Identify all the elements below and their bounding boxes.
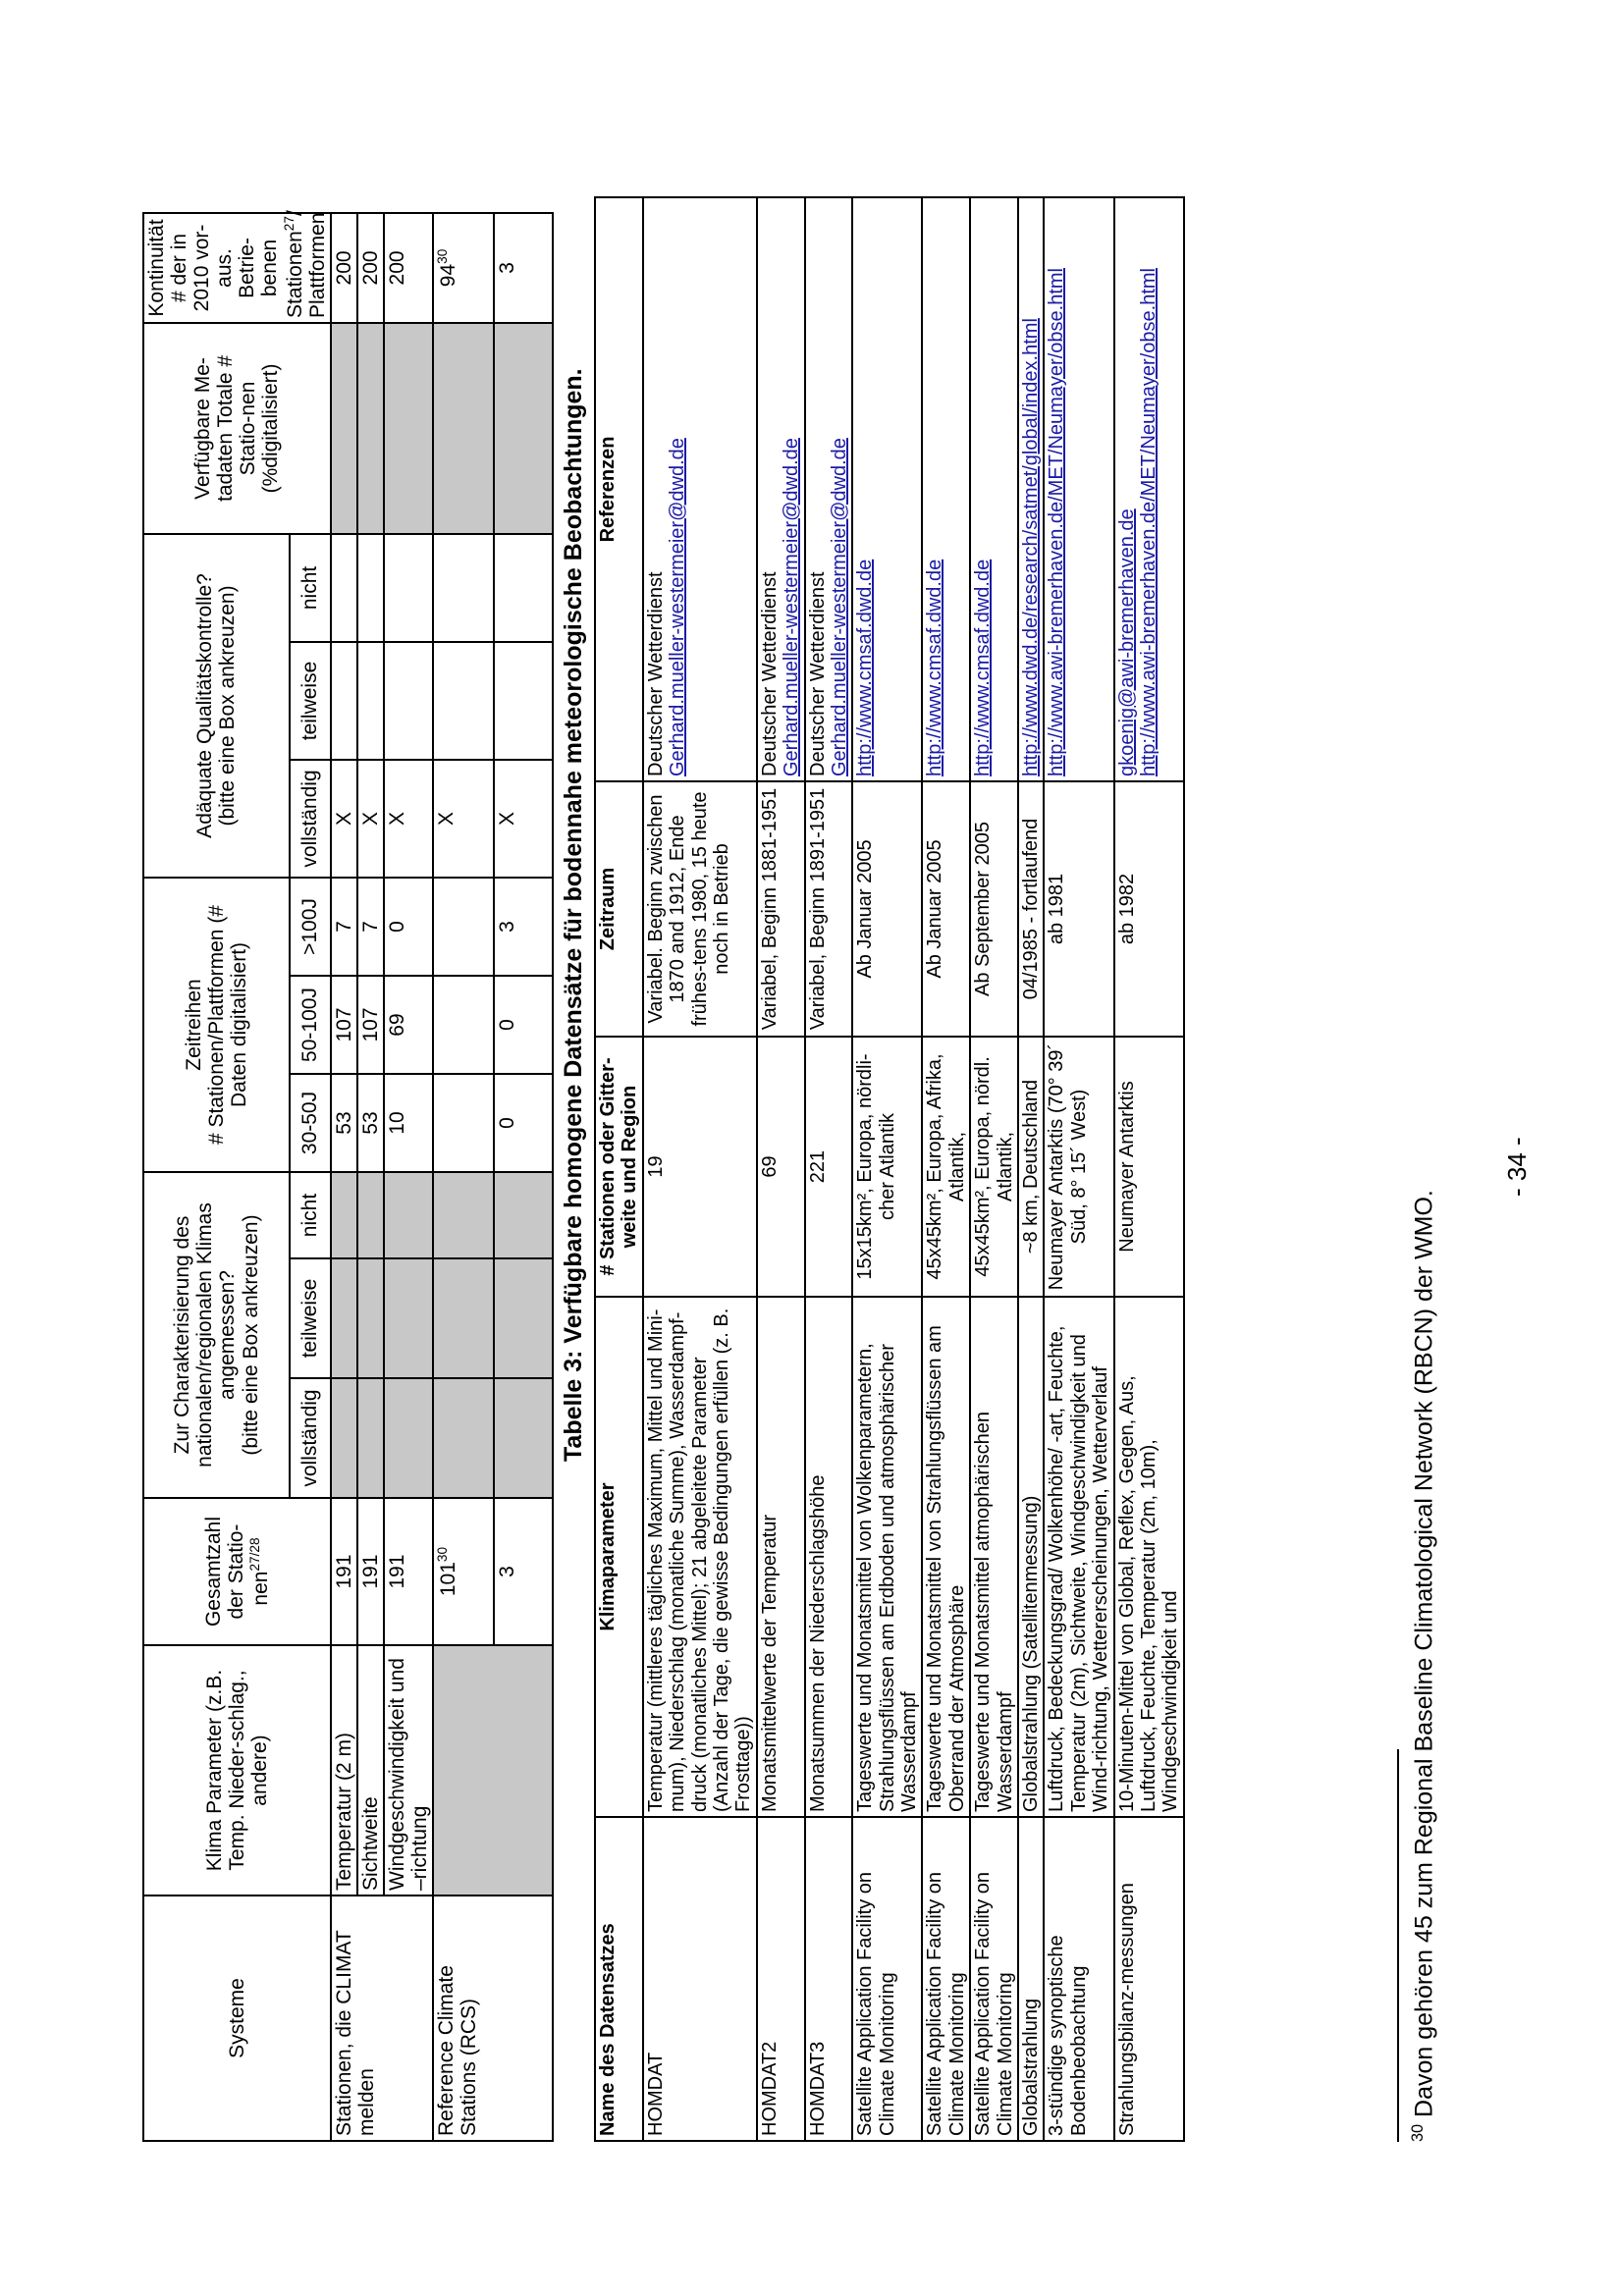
name-cell: [922, 1817, 970, 2141]
reference-text: Deutscher Wetterdienst: [644, 571, 667, 776]
datasets-table: [594, 196, 1185, 2142]
referenzen-cell: [805, 197, 853, 781]
table-row: [357, 213, 384, 2141]
name-cell: [1044, 1817, 1113, 2141]
row-label-climat: Stationen, die CLIMAT melden: [331, 1896, 433, 2141]
empty-cell: [384, 1378, 433, 1498]
empty-cell: [433, 1378, 494, 1498]
stationen-text: ~8 km, Deutschland: [1020, 1079, 1043, 1255]
klima-cell: [805, 1297, 853, 1817]
referenzen-cell: [1044, 197, 1113, 781]
gesamt-value: 101: [437, 1562, 460, 1597]
footnote-text: Davon gehören 45 zum Regional Baseline Climatological Network (RBCN) der WMO.: [1410, 1190, 1438, 2117]
header-adaequat: [143, 534, 290, 878]
header-kontinuitaet-text: Kontinuität # der in 2010 vor-aus. Betrie-benen Stationen: [145, 219, 306, 318]
klima-text: Tageswerte und Monatsmittel von Wolkenparametern, Strahlungsflüssen am Erdboden und atmosphärischer Wasserdampf: [854, 1343, 921, 1812]
station-overview-table: [142, 212, 554, 2142]
table-row: [852, 197, 922, 2141]
zeitraum-cell: [757, 781, 805, 1037]
zeitraum-cell: [1018, 781, 1044, 1037]
table-row: [433, 213, 494, 2141]
stationen-cell: [970, 1037, 1018, 1297]
reference-link[interactable]: http://www.dwd.de/research/satmet/global/index.html: [1020, 318, 1043, 776]
referenzen-cell: [922, 197, 970, 781]
value-cell: 200: [384, 213, 433, 323]
klima-text: Monatsmittelwerte der Temperatur: [758, 1514, 781, 1812]
empty-cell: [384, 323, 433, 534]
param-cell: Temperatur (2 m): [331, 1645, 357, 1896]
empty-cell: [494, 642, 553, 760]
stationen-text: Neumayer Antarktis: [1115, 1081, 1138, 1253]
header-vollstaendig-1: vollständig: [290, 1378, 331, 1498]
table-row: [805, 197, 853, 2141]
referenzen-cell: [852, 197, 922, 781]
empty-cell: [331, 534, 357, 642]
value-cell: 200: [357, 213, 384, 323]
header-kontinuitaet-sup: 27: [281, 216, 297, 232]
header-stationen-text: # Stationen/Plattformen (# Daten digitalisiert): [204, 905, 250, 1145]
header-teilweise-2: teilweise: [290, 642, 331, 760]
gesamt-cell: [433, 1498, 494, 1645]
table-row: [922, 197, 970, 2141]
header-referenzen: Referenzen: [595, 197, 643, 781]
page-number: - 34 -: [1502, 1137, 1532, 1197]
header-systeme: Systeme: [143, 1896, 331, 2141]
klima-cell: [852, 1297, 922, 1817]
gesamt-sup: 30: [435, 1546, 451, 1563]
name-cell: [1018, 1817, 1044, 2141]
klima-text: Monatsummen der Niederschlagshöhe: [806, 1474, 829, 1812]
header-zeitreihen: [143, 878, 290, 1172]
header-zeitraum: Zeitraum: [595, 781, 643, 1037]
empty-cell: [494, 323, 553, 534]
gesamt-cell: 3: [494, 1498, 553, 1645]
referenzen-cell: [1018, 197, 1044, 781]
footnote-number: 30: [1409, 2123, 1427, 2142]
dataset-name: Strahlungsbilanz-messungen: [1115, 1883, 1138, 2136]
value-cell: 7: [357, 878, 384, 976]
zeitraum-cell: [643, 781, 757, 1037]
empty-cell: [331, 642, 357, 760]
table-row: [970, 197, 1018, 2141]
empty-cell: [357, 323, 384, 534]
stationen-cell: [852, 1037, 922, 1297]
header-stationen-gitter: # Stationen oder Gitter-weite und Region: [595, 1037, 643, 1297]
check-cell: X: [357, 760, 384, 878]
stationen-text: 15x15km², Europa, nördli-cher Atlantik: [854, 1053, 898, 1280]
datasets-body: [643, 197, 1184, 2141]
dataset-name: Globalstrahlung: [1020, 1998, 1043, 2136]
reference-text: Deutscher Wetterdienst: [758, 571, 781, 776]
empty-cell: [357, 1378, 384, 1498]
empty-cell: [494, 1172, 553, 1258]
gesamt-cell: 191: [384, 1498, 433, 1645]
dataset-name: Satellite Application Facility on Climate Monitoring: [924, 1871, 968, 2136]
name-cell: [1114, 1817, 1184, 2141]
table-row: [643, 197, 757, 2141]
header-50-100j: 50-100J: [290, 976, 331, 1074]
empty-cell: [433, 878, 494, 976]
name-cell: [970, 1817, 1018, 2141]
row-label-rcs: Reference Climate Stations (RCS): [433, 1896, 553, 2141]
referenzen-cell: [970, 197, 1018, 781]
value-cell: 0: [494, 1074, 553, 1172]
zeitraum-text: ab 1981: [1046, 873, 1068, 945]
empty-cell: [331, 1378, 357, 1498]
value-cell: 0: [494, 976, 553, 1074]
klima-text: Tageswerte und Monatsmittel atmophärischen Wasserdampf: [972, 1412, 1016, 1812]
check-cell: X: [384, 760, 433, 878]
table-row: [384, 213, 433, 2141]
reference-link[interactable]: Gerhard.mueller-westermeier@dwd.de: [828, 438, 850, 776]
empty-cell: [384, 642, 433, 760]
empty-cell: [433, 323, 494, 534]
stationen-cell: [1044, 1037, 1113, 1297]
zeitraum-cell: [922, 781, 970, 1037]
table-row: [1114, 197, 1184, 2141]
klima-cell: [1018, 1297, 1044, 1817]
dataset-name: Satellite Application Facility on Climate Monitoring: [972, 1871, 1016, 2136]
klima-cell: [970, 1297, 1018, 1817]
empty-cell: [357, 1172, 384, 1258]
stationen-text: 45x45km², Europa, Afrika, Atlantik,: [924, 1053, 968, 1280]
klima-cell: [1044, 1297, 1113, 1817]
dataset-name: HOMDAT2: [758, 2041, 781, 2136]
table-row: [331, 213, 357, 2141]
zeitraum-text: 04/1985 - fortlaufend: [1020, 818, 1043, 1000]
name-cell: [757, 1817, 805, 2141]
dataset-name: HOMDAT: [644, 2052, 667, 2136]
klima-cell: [1114, 1297, 1184, 1817]
zeitraum-text: ab 1982: [1115, 873, 1138, 945]
table-row: [757, 197, 805, 2141]
check-cell: X: [433, 760, 494, 878]
dataset-name: 3-stündige synoptische Bodenbeobachtung: [1046, 1935, 1090, 2136]
gesamt-cell: 191: [357, 1498, 384, 1645]
empty-cell: [331, 323, 357, 534]
empty-cell: [331, 1172, 357, 1258]
param-cell: Windgeschwindigkeit und –richtung: [384, 1645, 433, 1896]
kont-value: 94: [437, 263, 460, 288]
header-kontinuitaet: [143, 210, 331, 323]
empty-cell: [433, 1258, 494, 1378]
dataset-name: Satellite Application Facility on Climate Monitoring: [854, 1871, 898, 2136]
header-nicht-2: nicht: [290, 534, 331, 642]
header-box2: (bitte eine Box ankreuzen): [216, 585, 240, 827]
reference-link[interactable]: http://www.cmsaf.dwd.de: [854, 559, 877, 776]
header-30-50j: 30-50J: [290, 1074, 331, 1172]
header-klima-parameter: Klima Parameter (z.B. Temp. Nieder-schlag., andere): [143, 1645, 331, 1896]
header-klimaparameter: Klimaparameter: [595, 1297, 643, 1817]
header-name: Name des Datensatzes: [595, 1817, 643, 2141]
empty-cell: [357, 642, 384, 760]
name-cell: [643, 1817, 757, 2141]
value-cell: 53: [357, 1074, 384, 1172]
empty-cell: [433, 1645, 553, 1896]
gesamt-cell: 191: [331, 1498, 357, 1645]
stationen-text: Neumayer Antarktis (70° 39´ Süd, 8° 15´ West): [1046, 1042, 1090, 1291]
empty-cell: [433, 534, 494, 642]
klima-cell: [922, 1297, 970, 1817]
stationen-cell: [805, 1037, 853, 1297]
check-cell: X: [331, 760, 357, 878]
table-title: Tabelle 3: Verfügbare homogene Datensätze für bodennahe meteorologische Beobachtungen.: [560, 368, 587, 1462]
param-cell: Sichtweite: [357, 1645, 384, 1896]
reference-link[interactable]: http://www.cmsaf.dwd.de: [924, 559, 946, 776]
header-zur-charakterisierung: [143, 1172, 290, 1498]
value-cell: 107: [357, 976, 384, 1074]
zeitraum-cell: [970, 781, 1018, 1037]
zeitraum-cell: [852, 781, 922, 1037]
zeitraum-cell: [1114, 781, 1184, 1037]
stationen-cell: [1114, 1037, 1184, 1297]
stationen-text: 19: [644, 1155, 667, 1178]
empty-cell: [357, 1258, 384, 1378]
header-gesamtzahl-text: Gesamtzahl der Statio-nen: [201, 1516, 272, 1628]
dataset-name: HOMDAT3: [806, 2041, 829, 2136]
value-cell: 3: [494, 878, 553, 976]
stationen-text: 69: [758, 1155, 781, 1178]
header-verfuegbare-metadaten: Verfügbare Me-tadaten Totale # Statio-nen (%digitalisiert): [143, 323, 331, 534]
header-box1: (bitte eine Box ankreuzen): [239, 1214, 262, 1456]
stationen-cell: [757, 1037, 805, 1297]
name-cell: [805, 1817, 853, 2141]
reference-text: Deutscher Wetterdienst: [806, 571, 829, 776]
empty-cell: [384, 1172, 433, 1258]
empty-cell: [494, 1258, 553, 1378]
klima-text: Globalstrahlung (Satellitenmessung): [1020, 1495, 1043, 1812]
footnote-rule: [1397, 1749, 1399, 2142]
stationen-text: 221: [806, 1149, 829, 1184]
check-cell: X: [494, 760, 553, 878]
empty-cell: [384, 534, 433, 642]
value-cell: 200: [331, 213, 357, 323]
zeitraum-cell: [805, 781, 853, 1037]
empty-cell: [433, 1172, 494, 1258]
zeitraum-text: Variabel, Beginn 1891-1951: [806, 787, 829, 1031]
kont-sup: 30: [435, 248, 451, 264]
empty-cell: [331, 1258, 357, 1378]
value-cell: 10: [384, 1074, 433, 1172]
header-nicht-1: nicht: [290, 1172, 331, 1258]
footnote: [1409, 473, 1438, 2142]
zeitraum-text: Ab Januar 2005: [924, 839, 946, 979]
zeitraum-text: Ab Januar 2005: [854, 839, 877, 979]
empty-cell: [494, 534, 553, 642]
header-kontinuitaet-end: / Plattformen: [283, 210, 329, 318]
empty-cell: [384, 1258, 433, 1378]
stationen-cell: [922, 1037, 970, 1297]
klima-text: Luftdruck, Bedeckungsgrad/ Wolkenhöhe/ -art, Feuchte, Temperatur (2m), Sichtweite, Windgeschwindigkeit und Wind-richtung, Wettererscheinungen, Wetterverlauf: [1046, 1325, 1112, 1812]
empty-cell: [494, 1378, 553, 1498]
value-cell: [433, 213, 494, 323]
reference-link[interactable]: http://www.awi-bremerhaven.de/MET/Neumayer/obse.html: [1137, 268, 1160, 776]
value-cell: 69: [384, 976, 433, 1074]
referenzen-cell: [643, 197, 757, 781]
empty-cell: [357, 534, 384, 642]
header-100j: >100J: [290, 878, 331, 976]
header-gesamtzahl-sup: 27/28: [246, 1537, 262, 1572]
reference-link[interactable]: http://www.awi-bremerhaven.de/MET/Neumayer/obse.html: [1046, 268, 1068, 776]
value-cell: 107: [331, 976, 357, 1074]
klima-text: Temperatur (mittleres tägliches Maximum, Mittel und Mini-mum), Niederschlag (monatliche Summe), Wasserdampf-druck (monatliches Mittel); 21 abgeleitete Parameter (Anzahl der Tage, die gewisse Bedingungen erfüllen (z. B. Frosttage)): [644, 1308, 755, 1812]
reference-link[interactable]: Gerhard.mueller-westermeier@dwd.de: [667, 438, 689, 776]
value-cell: 53: [331, 1074, 357, 1172]
header-zeitreihen-text: Zeitreihen: [182, 979, 205, 1071]
referenzen-cell: [757, 197, 805, 781]
stationen-cell: [1018, 1037, 1044, 1297]
zeitraum-text: Variabel. Beginn zwischen 1870 and 1912, Ende frühes-tens 1980, 15 heute noch in Betrieb: [644, 791, 732, 1027]
header-teilweise-1: teilweise: [290, 1258, 331, 1378]
header-adaequat-text: Adäquate Qualitätskontrolle?: [193, 573, 217, 838]
value-cell: 7: [331, 878, 357, 976]
header-vollstaendig-2: vollständig: [290, 760, 331, 878]
header-gesamtzahl: [143, 1498, 331, 1645]
klima-cell: [643, 1297, 757, 1817]
reference-link[interactable]: http://www.cmsaf.dwd.de: [972, 559, 995, 776]
header-zur-text: Zur Charakterisierung des nationalen/regionalen Klimas angemessen?: [171, 1202, 240, 1468]
name-cell: [852, 1817, 922, 2141]
empty-cell: [433, 642, 494, 760]
table-row: [1018, 197, 1044, 2141]
klima-cell: [757, 1297, 805, 1817]
reference-text[interactable]: gkoenig@awi-bremerhaven.de: [1115, 508, 1138, 776]
stationen-text: 45x45km², Europa, nördl. Atlantik,: [972, 1056, 1016, 1277]
table-row: [1044, 197, 1113, 2141]
klima-text: Tageswerte und Monatsmittel von Strahlungsflüssen am Oberrand der Atmosphäre: [924, 1325, 968, 1812]
zeitraum-text: Ab September 2005: [972, 822, 995, 996]
empty-cell: [433, 1074, 494, 1172]
zeitraum-text: Variabel, Beginn 1881-1951: [758, 787, 781, 1031]
stationen-cell: [643, 1037, 757, 1297]
empty-cell: [433, 976, 494, 1074]
referenzen-cell: [1114, 197, 1184, 781]
value-cell: 0: [384, 878, 433, 976]
klima-text: 10-Minuten-Mittel von Global, Reflex, Gegen, Aus, Luftdruck, Feuchte, Temperatur (2m, 10m), Windgeschwindigkeit und: [1115, 1375, 1182, 1812]
zeitraum-cell: [1044, 781, 1113, 1037]
value-cell: 3: [494, 213, 553, 323]
reference-link[interactable]: Gerhard.mueller-westermeier@dwd.de: [781, 438, 803, 776]
